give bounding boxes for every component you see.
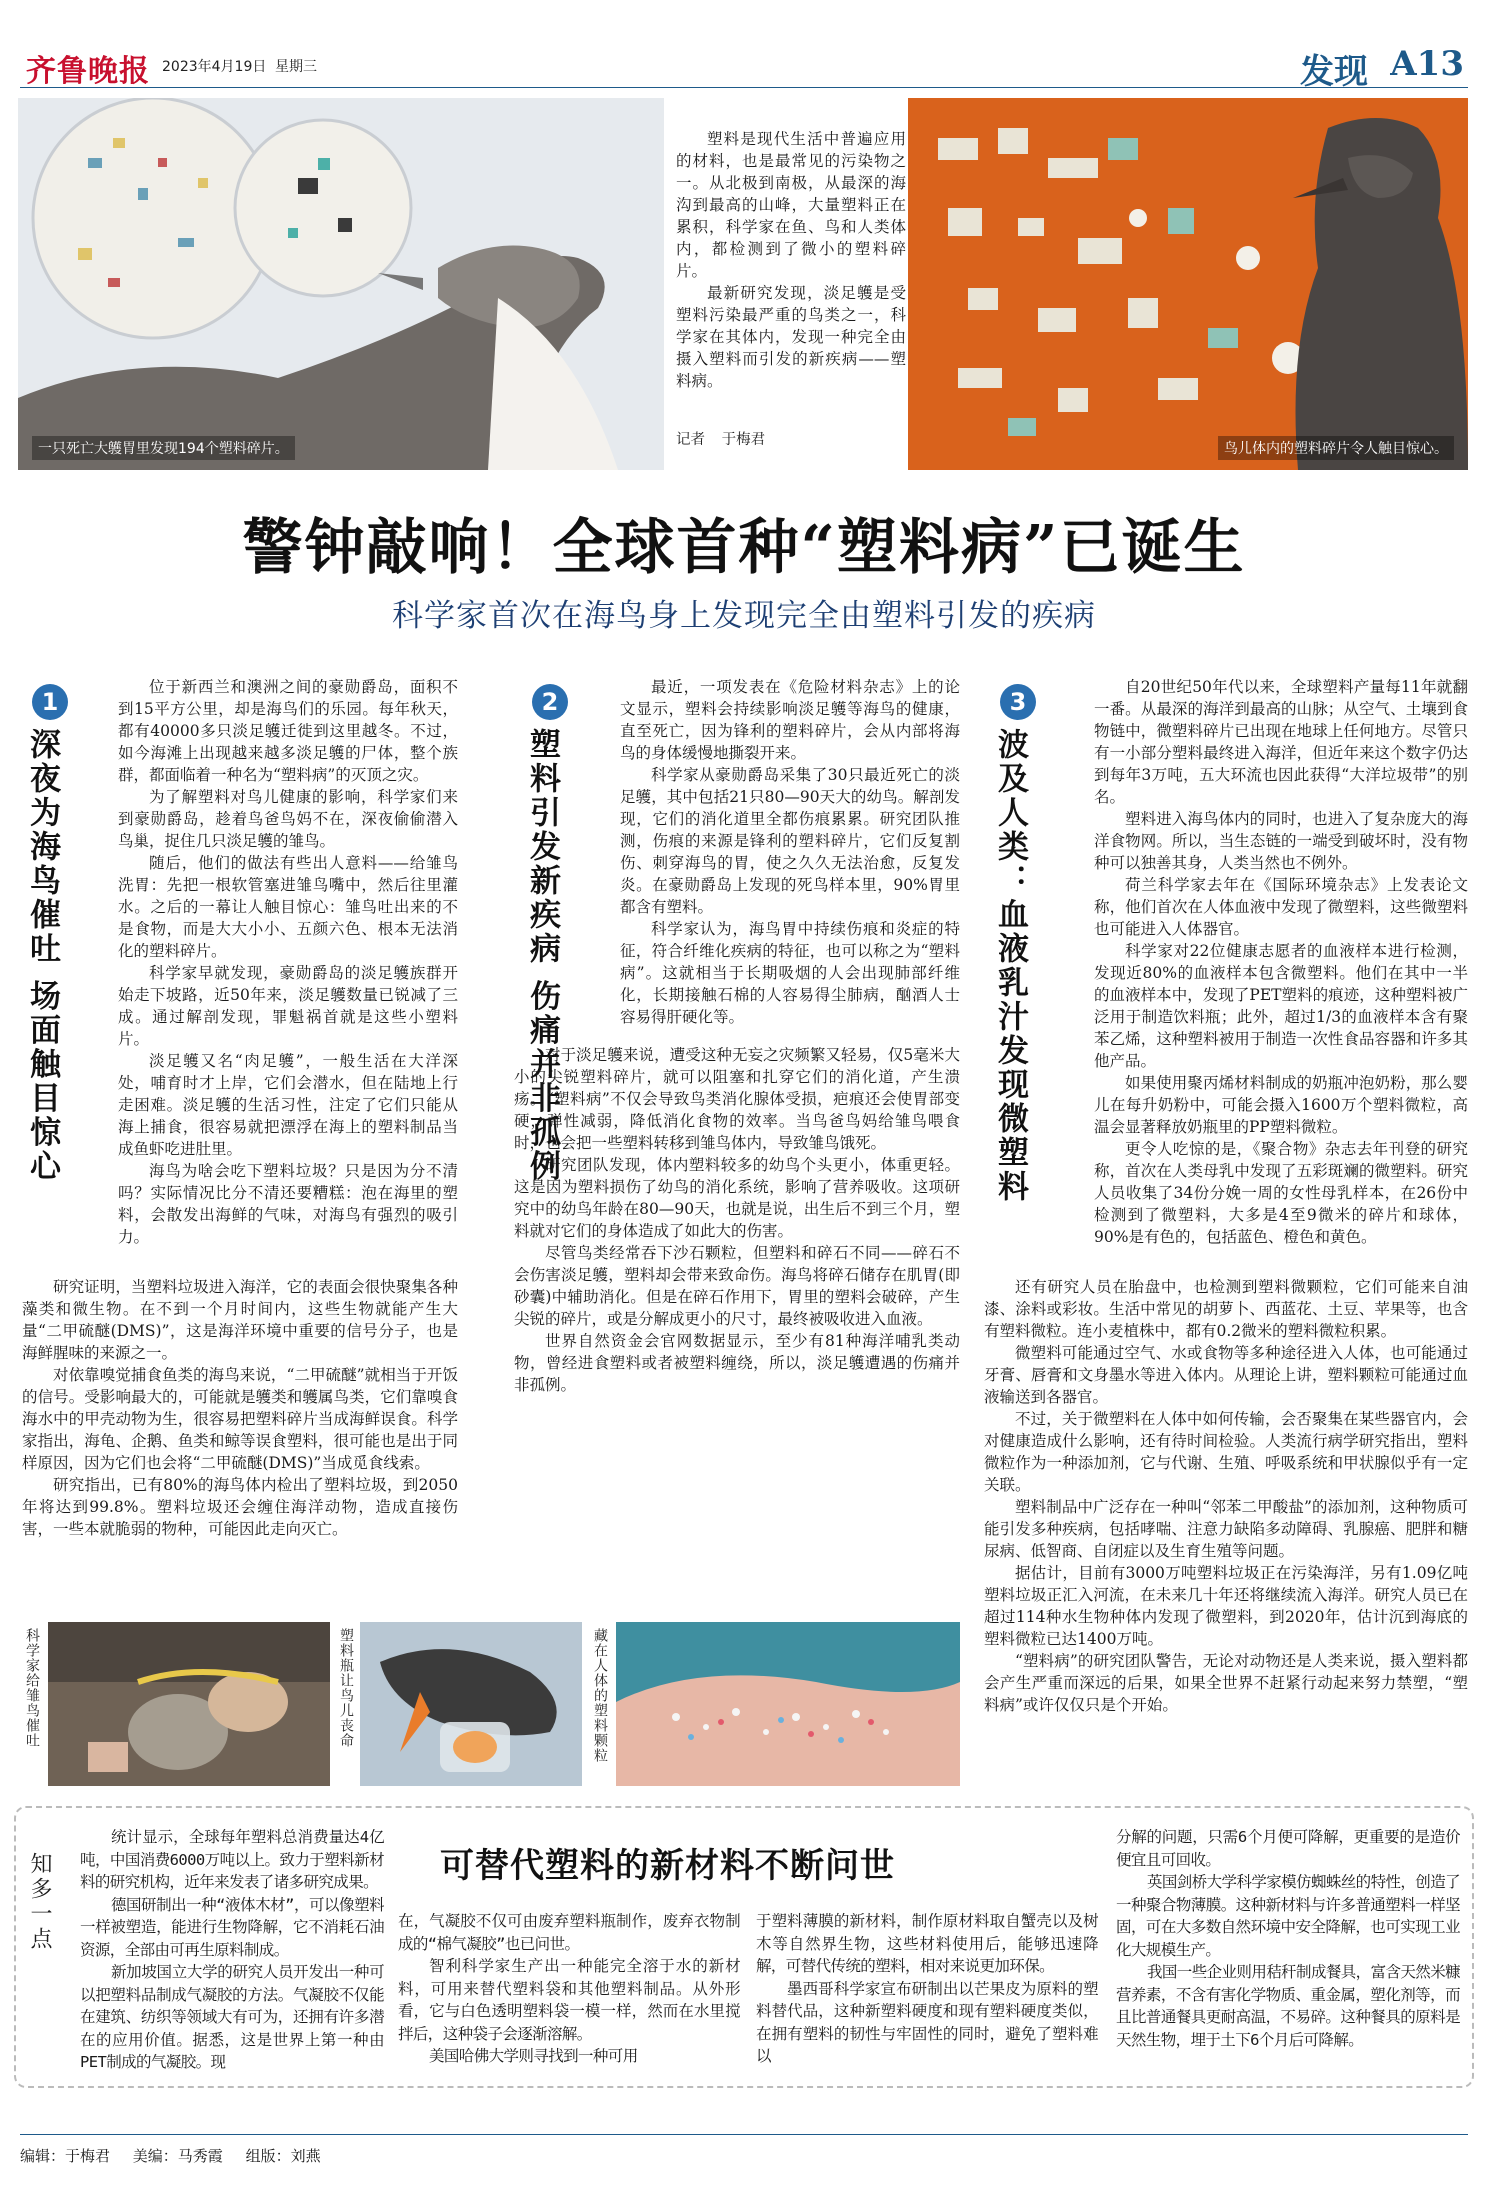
- sidebar-paragraph: 我国一些企业则用秸秆制成餐具，富含天然米糠营养素，不含有害化学物质、重金属，塑化剂等，而且比普通餐具更耐高温，不易碎。这种餐具的原料是天然生物，埋于土下6个月后可降解。: [1116, 1963, 1460, 2049]
- body-paragraph: 更令人吃惊的是，《聚合物》杂志去年刊登的研究称，首次在人类母乳中发现了五彩斑斓的微塑料。研究人员收集了34份分娩一周的女性母乳样本，在26份中检测到了微塑料，大多是4至9微米的碎片和球体，90%是有色的，包括蓝色、橙色和黄色。: [1094, 1140, 1468, 1246]
- body-paragraph: 不过，关于微塑料在人体中如何传输，会否聚集在某些器官内，会对健康造成什么影响，还有待时间检验。人类流行病学研究指出，塑料微粒作为一种添加剂，它与代谢、生殖、呼吸系统和甲状腺似乎有一定关联。: [984, 1410, 1468, 1494]
- sub-headline: 科学家首次在海鸟身上发现完全由塑料引发的疾病: [392, 598, 1096, 634]
- sidebar-column-3: [756, 1910, 1098, 2080]
- section-name: 发现: [1300, 52, 1368, 92]
- body-paragraph: 塑料制品中广泛存在一种叫“邻苯二甲酸盐”的添加剂，这种物质可能引发多种疾病，包括哮喘、注意力缺陷多动障碍、乳腺癌、肥胖和糖尿病、低智商、自闭症以及生育生殖等问题。: [984, 1498, 1468, 1560]
- lead-intro: [676, 128, 906, 392]
- body-paragraph: 研究指出，已有80%的海鸟体内检出了塑料垃圾，到2050年将达到99.8%。塑料垃圾还会缠住海洋动物，造成直接伤害，一些本就脆弱的物种，可能因此走向灭亡。: [22, 1476, 458, 1538]
- page-header: [20, 40, 1468, 92]
- body-paragraph: 淡足鹱又名“肉足鹱”，一般生活在大洋深处，哺育时才上岸，它们会潜水，但在陆地上行走困难。淡足鹱的生活习性，注定了它们只能从海上捕食，很容易就把漂浮在海上的塑料制品当成鱼虾吃进肚里。: [118, 1052, 458, 1158]
- section-number-1: 1: [32, 684, 68, 720]
- body-paragraph: 对依靠嗅觉捕食鱼类的海鸟来说，“二甲硫醚”就相当于开饭的信号。受影响最大的，可能就是鹱类和鹱属鸟类，它们靠嗅食海水中的甲壳动物为生，很容易把塑料碎片当成海鲜误食。科学家指出，海龟、企鹅、鱼类和鲸等误食塑料，很可能也是出于同样原因，因为它们也会将“二甲硫醚(DMS)”当成觅食线索。: [22, 1366, 458, 1472]
- sidebar-paragraph: 英国剑桥大学科学家模仿蜘蛛丝的特性，创造了一种聚合物薄膜。这种新材料与许多普通塑料一样坚固，可在大多数自然环境中安全降解，也可实现工业化大规模生产。: [1116, 1873, 1460, 1959]
- sidebar-paragraph: 墨西哥科学家宣布研制出以芒果皮为原料的塑料替代品，这种新塑料硬度和现有塑料硬度类似，在拥有塑料的韧性与牢固性的同时，避免了塑料难以: [756, 1979, 1098, 2065]
- petrel-plastic-illustration: [18, 98, 664, 470]
- chick-vomit-illustration: [48, 1622, 330, 1786]
- sidebar-paragraph: 分解的问题，只需6个月便可降解，更重要的是造价便宜且可回收。: [1116, 1828, 1460, 1869]
- footer-designer: 美编：马秀霞: [132, 2147, 223, 2165]
- section-3-column: [1094, 676, 1468, 1272]
- section-title-3: 波及人类：血液乳汁发现微塑料: [992, 728, 1028, 1204]
- page-number: A13: [1390, 44, 1464, 84]
- photo-petrel-stomach-plastic: [18, 98, 664, 470]
- plastic-fragments-illustration: [908, 98, 1468, 470]
- body-paragraph: 位于新西兰和澳洲之间的豪勋爵岛，面积不到15平方公里，却是海鸟们的乐园。每年秋天，都有40000多只淡足鹱迁徙到这里越冬。不过，如今海滩上出现越来越多淡足鹱的尸体，整个族群，都面临着一种名为“塑料病”的灭顶之灾。: [118, 678, 458, 784]
- photo-caption-right: 鸟儿体内的塑料碎片令人触目惊心。: [1218, 436, 1454, 460]
- sidebar-title: 可替代塑料的新材料不断问世: [440, 1846, 895, 1886]
- section-title-1: 深夜为海鸟催吐 场面触目惊心: [24, 728, 60, 1184]
- sidebar-paragraph: 智利科学家生产出一种能完全溶于水的新材料，可用来替代塑料袋和其他塑料制品。从外形看，它与白色透明塑料袋一模一样，然而在水里搅拌后，这种袋子会逐渐溶解。: [398, 1957, 740, 2043]
- page-footer: [20, 2134, 1468, 2166]
- sidebar-paragraph: 在，气凝胶不仅可由废弃塑料瓶制作，废弃衣物制成的“棉气凝胶”也已问世。: [398, 1912, 740, 1953]
- section-number-2: 2: [532, 684, 568, 720]
- body-paragraph: 研究证明，当塑料垃圾进入海洋，它的表面会很快聚集各种藻类和微生物。在不到一个月时间内，这些生物就能产生大量“二甲硫醚(DMS)”，这是海洋环境中重要的信号分子，也是海鲜腥味的来源之一。: [22, 1278, 458, 1362]
- sidebar-paragraph: 美国哈佛大学则寻找到一种可用: [429, 2047, 638, 2065]
- section-1-column-wide: [22, 1276, 458, 1614]
- sidebar-paragraph: 于塑料薄膜的新材料，制作原材料取自蟹壳以及树木等自然界生物，这些材料使用后，能够迅速降解，可替代传统的塑料，相对来说更加环保。: [756, 1912, 1098, 1975]
- photo-plastic-fragments-orange: [908, 98, 1468, 470]
- body-paragraph: 为了解塑料对鸟儿健康的影响，科学家们来到豪勋爵岛，趁着鸟爸鸟妈不在，深夜偷偷潜入鸟巢，捉住几只淡足鹱的雏鸟。: [118, 788, 458, 850]
- newspaper-logo: 齐鲁晚报: [26, 54, 150, 89]
- photo-chick-vomit: [48, 1622, 330, 1786]
- sidebar-paragraph: 统计显示，全球每年塑料总消费量达4亿吨，中国消费6000万吨以上。致力于塑料新材料的研究机构，近年来发表了诸多研究成果。: [80, 1828, 384, 1891]
- sidebar-column-4: [1116, 1826, 1460, 2080]
- body-paragraph: 最近，一项发表在《危险材料杂志》上的论文显示，塑料会持续影响淡足鹱等海鸟的健康，直至死亡，因为锋利的塑料碎片，会从内部将海鸟的身体缓慢地撕裂开来。: [620, 678, 960, 762]
- body-paragraph: 研究团队发现，体内塑料较多的幼鸟个头更小，体重更轻。这是因为塑料损伤了幼鸟的消化系统，影响了营养吸收。这项研究中的幼鸟年龄在80—90天，也就是说，出生后不到三个月，塑料就对它们的身体造成了如此大的伤害。: [514, 1156, 960, 1240]
- section-2-column-wide: [514, 1044, 960, 1614]
- body-paragraph: 荷兰科学家去年在《国际环境杂志》上发表论文称，他们首次在人体血液中发现了微塑料，这些微塑料也可能进入人体器官。: [1094, 876, 1468, 938]
- footer-proof: 组版：刘燕: [245, 2147, 321, 2165]
- body-paragraph: 自20世纪50年代以来，全球塑料产量每11年就翻一番。从最深的海洋到最高的山脉；从空气、土壤到食物链中，微塑料碎片已出现在地球上任何地方。尽管只有一小部分塑料最终进入海洋，但近年来这个数字仍达到每年3万吨，五大环流也因此获得“大洋垃圾带”的别名。: [1094, 678, 1468, 806]
- photo-caption-vomit: 科学家给雏鸟催吐: [24, 1628, 40, 1748]
- lead-paragraph: 最新研究发现，淡足鹱是受塑料污染最严重的鸟类之一，科学家在其体内，发现一种完全由摄入塑料而引发的新疾病——塑料病。: [676, 284, 906, 390]
- body-paragraph: “塑料病”的研究团队警告，无论对动物还是人类来说，摄入塑料都会产生严重而深远的后果，如果全世界不赶紧行动起来努力禁塑，“塑料病”或许仅仅只是个开始。: [984, 1652, 1468, 1714]
- issue-date: 2023年4月19日: [162, 59, 267, 75]
- photo-bird-bottle: [360, 1622, 582, 1786]
- footer-editor: 编辑：于梅君: [20, 2147, 111, 2165]
- plastic-particles-illustration: [616, 1622, 960, 1786]
- photo-plastic-particles-hand: [616, 1622, 960, 1786]
- body-paragraph: 科学家早就发现，豪勋爵岛的淡足鹱族群开始走下坡路，近50年来，淡足鹱数量已锐减了三成。通过解剖发现，罪魁祸首就是这些小塑料片。: [118, 964, 458, 1048]
- body-paragraph: 对于淡足鹱来说，遭受这种无妄之灾频繁又轻易，仅5毫米大小的尖锐塑料碎片，就可以阻塞和扎穿它们的消化道，产生溃疡。“塑料病”不仅会导致鸟类消化腺体受损，疤痕还会使胃部变硬，弹性减弱，降低消化食物的效率。当鸟爸鸟妈给雏鸟喂食时，也会把一些塑料转移到雏鸟体内，导致雏鸟饿死。: [514, 1046, 960, 1152]
- issue-weekday: 星期三: [275, 59, 317, 75]
- byline: 记者 于梅君: [676, 432, 766, 448]
- body-paragraph: 塑料进入海鸟体内的同时，也进入了复杂庞大的海洋食物网。所以，当生态链的一端受到破坏时，没有物种可以独善其身，人类当然也不例外。: [1094, 810, 1468, 872]
- body-paragraph: 如果使用聚丙烯材料制成的奶瓶冲泡奶粉，那么婴儿在每升奶粉中，可能会摄入1600万个塑料微粒，高温会显著释放奶瓶里的PP塑料微粒。: [1094, 1074, 1468, 1136]
- sidebar-paragraph: 新加坡国立大学的研究人员开发出一种可以把塑料品制成气凝胶的方法。气凝胶不仅能在建筑、纺织等领域大有可为，还拥有许多潜在的应用价值。据悉，这是世界上第一种由PET制成的气凝胶。现: [80, 1963, 384, 2071]
- body-paragraph: 海鸟为啥会吃下塑料垃圾？只是因为分不清吗？实际情况比分不清还要糟糕：泡在海里的塑料，会散发出海鲜的气味，对海鸟有强烈的吸引力。: [118, 1162, 458, 1246]
- body-paragraph: 微塑料可能通过空气、水或食物等多种途径进入人体，也可能通过牙膏、唇膏和文身墨水等进入体内。从理论上讲，塑料颗粒可能通过血液输送到各器官。: [984, 1344, 1468, 1406]
- body-paragraph: 科学家对22位健康志愿者的血液样本进行检测，发现近80%的血液样本包含微塑料。他们在其中一半的血液样本中，发现了PET塑料的痕迹，这种塑料被广泛用于制造饮料瓶；此外，超过1/3的血液样本含有聚苯乙烯，这种塑料被用于制造一次性食品容器和许多其他产品。: [1094, 942, 1468, 1070]
- section-1-column: [118, 676, 458, 1272]
- photo-caption-left: 一只死亡大鹱胃里发现194个塑料碎片。: [32, 436, 295, 460]
- bird-bottle-illustration: [360, 1622, 582, 1786]
- photo-caption-particles: 藏在人体的塑料颗粒: [592, 1628, 608, 1763]
- sidebar-column-2: [398, 1910, 740, 2080]
- body-paragraph: 尽管鸟类经常吞下沙石颗粒，但塑料和碎石不同——碎石不会伤害淡足鹱，塑料却会带来致命伤。海鸟将碎石储存在肌胃(即砂囊)中辅助消化。但是在碎石作用下，胃里的塑料会破碎，产生尖锐的碎片，或是分解成更小的尺寸，最终被吸收进入血液。: [514, 1244, 960, 1328]
- sidebar-column-1: [80, 1826, 384, 2080]
- section-number-3: 3: [1000, 684, 1036, 720]
- photo-caption-bottle: 塑料瓶让鸟儿丧命: [338, 1628, 354, 1748]
- sidebar-paragraph: 德国研制出一种“液体木材”，可以像塑料一样被塑造，能进行生物降解，它不消耗石油资源，全部由可再生原料制成。: [80, 1895, 384, 1959]
- body-paragraph: 还有研究人员在胎盘中，也检测到塑料微颗粒，它们可能来自油漆、涂料或彩妆。生活中常见的胡萝卜、西蓝花、土豆、苹果等，也含有塑料微粒。连小麦植株中，都有0.2微米的塑料微粒积累。: [984, 1278, 1468, 1340]
- main-headline: 警钟敲响！全球首种“塑料病”已诞生: [242, 513, 1246, 583]
- body-paragraph: 科学家从豪勋爵岛采集了30只最近死亡的淡足鹱，其中包括21只80—90天大的幼鸟。解剖发现，它们的消化道里全都伤痕累累。研究团队推测，伤痕的来源是锋利的塑料碎片，它们反复割伤、刺穿海鸟的胃，使之久久无法治愈，反复发炎。在豪勋爵岛上发现的死鸟样本里，90%胃里都含有塑料。: [620, 766, 960, 916]
- body-paragraph: 世界自然资金会官网数据显示，至少有81种海洋哺乳类动物，曾经进食塑料或者被塑料缠绕，所以，淡足鹱遭遇的伤痛并非孤例。: [514, 1332, 960, 1394]
- section-title-2: 塑料引发新疾病 伤痛并非孤例: [524, 728, 560, 1184]
- section-2-column: [620, 676, 960, 1040]
- lead-paragraph: 塑料是现代生活中普遍应用的材料，也是最常见的污染物之一。从北极到南极，从最深的海沟到最高的山峰，大量塑料正在累积，科学家在鱼、鸟和人类体内，都检测到了微小的塑料碎片。: [676, 130, 906, 280]
- section-3-column-wide: [984, 1276, 1468, 1786]
- body-paragraph: 据估计，目前有3000万吨塑料垃圾正在污染海洋，另有1.09亿吨塑料垃圾正汇入河流，在未来几十年还将继续流入海洋。研究人员已在超过114种水生物种体内发现了微塑料，到2020年，估计沉到海底的塑料微粒已达1400万吨。: [984, 1564, 1468, 1648]
- body-paragraph: 科学家认为，海鸟胃中持续伤痕和炎症的特征，符合纤维化疾病的特征，也可以称之为“塑料病”。这就相当于长期吸烟的人会出现肺部纤维化，长期接触石棉的人容易得尘肺病，酗酒人士容易得肝硬化等。: [620, 920, 960, 1026]
- body-paragraph: 随后，他们的做法有些出人意料——给雏鸟洗胃：先把一根软管塞进雏鸟嘴中，然后往里灌水。之后的一幕让人触目惊心：雏鸟吐出来的不是食物，而是大大小小、五颜六色、根本无法消化的塑料碎片。: [118, 854, 458, 960]
- sidebar-label: 知多一点: [24, 1852, 55, 1952]
